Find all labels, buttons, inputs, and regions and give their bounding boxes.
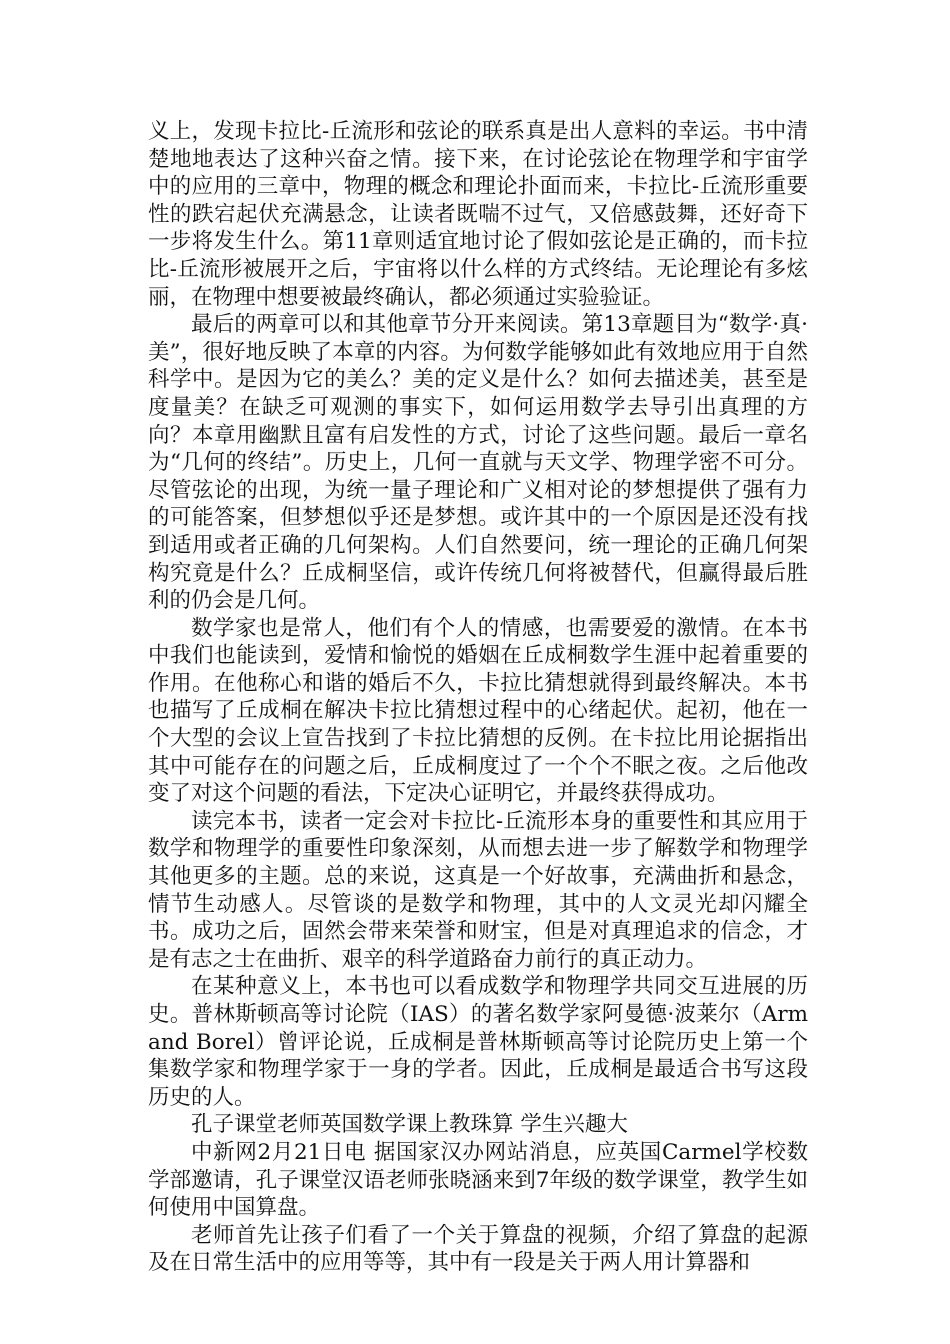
paragraph-calabi-yau-string-theory: 义上，发现卡拉比-丘流形和弦论的联系真是出人意料的幸运。书中清楚地地表达了这种兴奋之情。接下来，在讨论弦论在物理学和宇宙学中的应用的三章中，物理的概念和理论扑面而来，卡拉比-丘流形重要性的跌宕起伏充满悬念，让读者既喘不过气，又倍感鼓舞，还好奇下一步将发生什么。第11章则适宜地讨论了假如弦论是正确的，而卡拉比-丘流形被展开之后，宇宙将以什么样的方式终结。无论理论有多炫丽，在物理中想要被最终确认，都必须通过实验验证。 <box>148 119 808 310</box>
paragraph-mathematician-emotions: 数学家也是常人，他们有个人的情感，也需要爱的激情。在本书中我们也能读到，爱情和愉悦的婚姻在丘成桐数学生涯中起着重要的作用。在他称心和谐的婚后不久，卡拉比猜想就得到最终解决。本书也描写了丘成桐在解决卡拉比猜想过程中的心绪起伏。起初，他在一个大型的会议上宣告找到了卡拉比猜想的反例。在卡拉比用论据指出其中可能存在的问题之后，丘成桐度过了一个个不眠之夜。之后他改变了对这个问题的看法，下定决心证明它，并最终获得成功。 <box>148 615 808 807</box>
document-body <box>148 118 808 1277</box>
news-paragraph-lead: 中新网2月21日电 据国家汉办网站消息，应英国Carmel学校数学部邀请，孔子课堂汉语老师张晓涵来到7年级的数学课堂，教学生如何使用中国算盘。 <box>148 1139 808 1221</box>
paragraph-reading-conclusion: 读完本书，读者一定会对卡拉比-丘流形本身的重要性和其应用于数学和物理学的重要性印象深刻，从而想去进一步了解数学和物理学其他更多的主题。总的来说，这真是一个好故事，充满曲折和悬念，情节生动感人。尽管谈的是数学和物理，其中的人文灵光却闪耀全书。成功之后，固然会带来荣誉和财宝，但是对真理追求的信念，才是有志之士在曲折、艰辛的科学道路奋力前行的真正动力。 <box>148 808 808 972</box>
paragraph-history-of-math-physics: 在某种意义上，本书也可以看成数学和物理学共同交互进展的历史。普林斯顿高等讨论院（IAS）的著名数学家阿曼德·波莱尔（Armand Borel）曾评论说，丘成桐是普林斯顿高等讨论院历史上第一个集数学家和物理学家于一身的学者。因此，丘成桐是最适合书写这段历史的人。 <box>148 974 808 1110</box>
paragraph-final-chapters: 最后的两章可以和其他章节分开来阅读。第13章题目为“数学·真·美”，很好地反映了本章的内容。为何数学能够如此有效地应用于自然科学中。是因为它的美么？美的定义是什么？如何去描述美，甚至是度量美？在缺乏可观测的事实下，如何运用数学去导引出真理的方向？本章用幽默且富有启发性的方式，讨论了这些问题。最后一章名为“几何的终结”。历史上，几何一直就与天文学、物理学密不可分。尽管弦论的出现，为统一量子理论和广义相对论的梦想提供了强有力的可能答案，但梦想似乎还是梦想。或许其中的一个原因是还没有找到适用或者正确的几何架构。人们自然要问，统一理论的正确几何架构究竟是什么？丘成桐坚信，或许传统几何将被替代，但赢得最后胜利的仍会是几何。 <box>148 312 808 614</box>
news-headline: 孔子课堂老师英国数学课上教珠算 学生兴趣大 <box>191 1112 628 1138</box>
news-paragraph-abacus-video: 老师首先让孩子们看了一个关于算盘的视频，介绍了算盘的起源及在日常生活中的应用等等，其中有一段是关于两人用计算器和 <box>148 1222 808 1276</box>
